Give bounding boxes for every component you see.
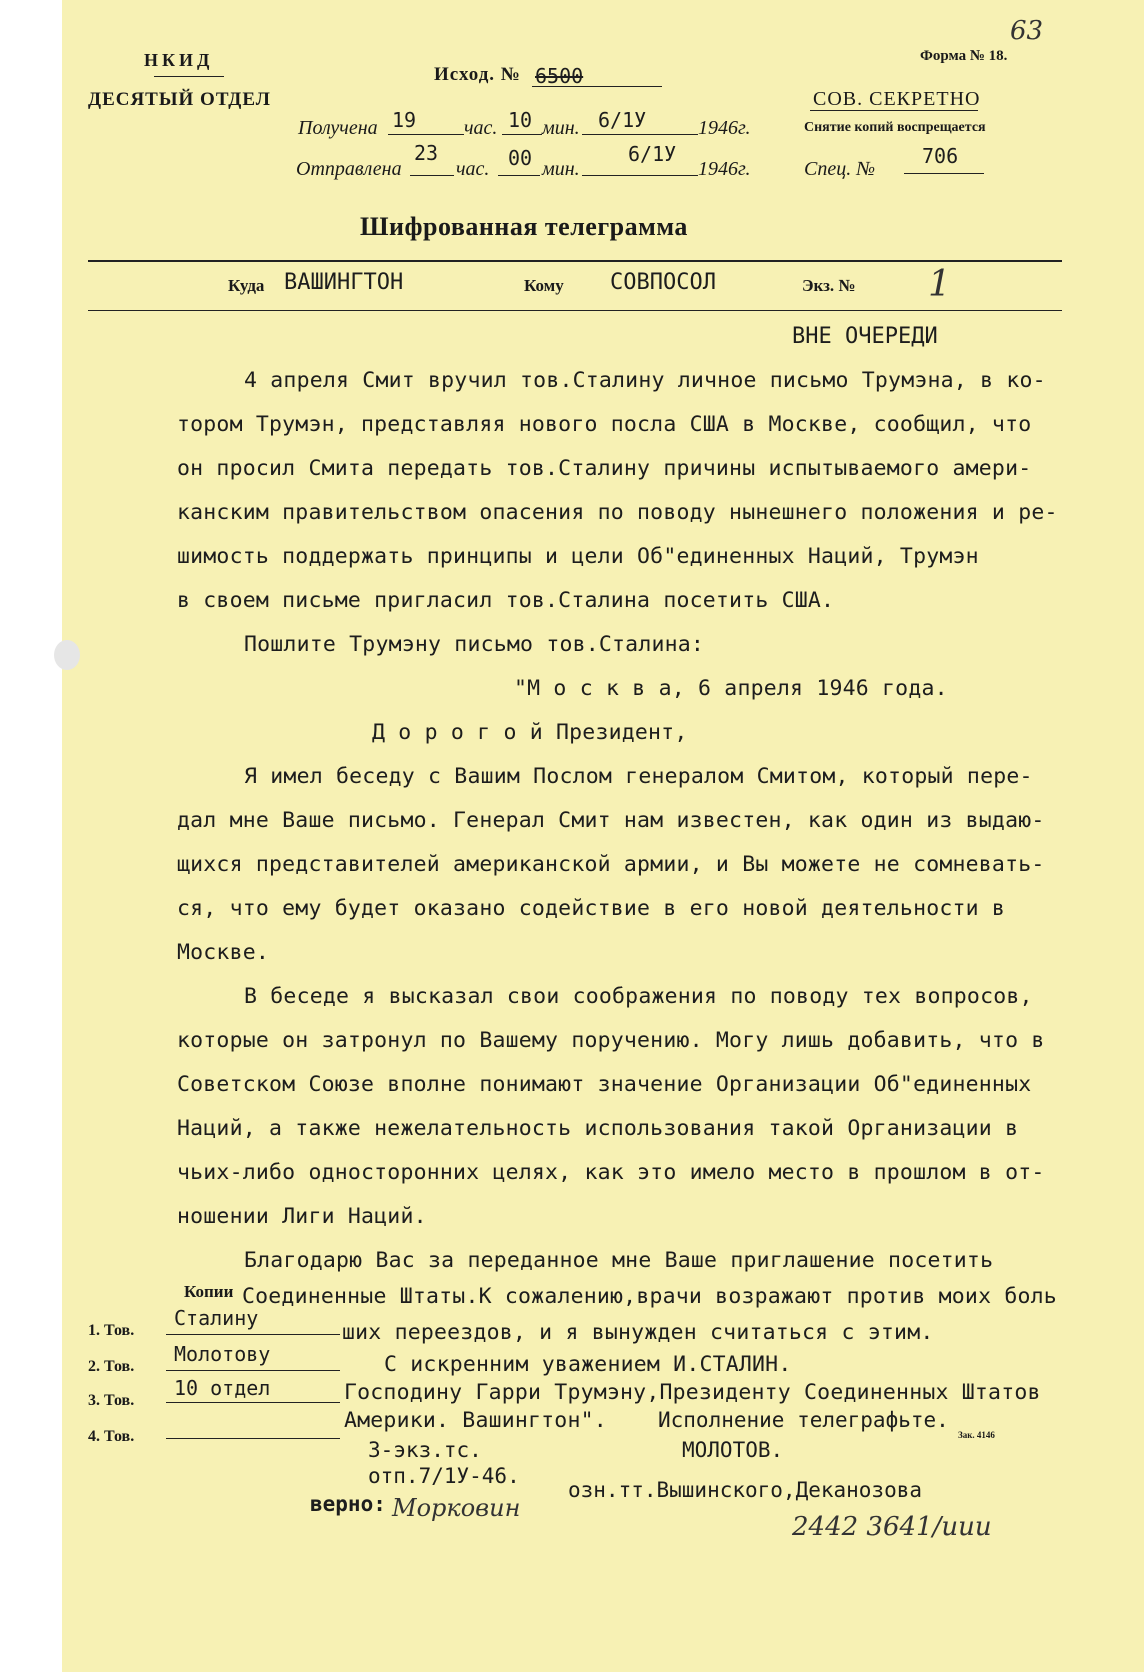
handwritten-registration-number: 2442 3641/иии bbox=[792, 1512, 992, 1542]
letter-line: Благодарю Вас за переданное мне Ваше приглашение посетить bbox=[244, 1248, 994, 1273]
priority-note: ВНЕ ОЧЕРЕДИ bbox=[792, 324, 938, 349]
sent-hour-unit: час. bbox=[456, 158, 490, 180]
outgoing-number-value: 6500 bbox=[535, 64, 584, 88]
letter-line: щихся представителей американской армии, и Вы можете не сомневать- bbox=[177, 852, 1045, 877]
acquainted-note: озн.тт.Вышинского,Деканозова bbox=[568, 1478, 923, 1502]
ministry-abbreviation: НКИД bbox=[144, 50, 214, 70]
copies-row-label: 4. Тов. bbox=[88, 1428, 135, 1445]
telegram-page bbox=[62, 0, 1144, 1672]
letter-line: чьих-либо односторонних целях, как это имело место в прошлом в от- bbox=[177, 1160, 1045, 1185]
letter-line: ся, что ему будет оказано содействие в его новой деятельности в bbox=[177, 896, 1006, 921]
letter-addressee: Господину Гарри Трумэну,Президенту Соединенных Штатов bbox=[344, 1380, 1041, 1405]
copies-row-recipient: Сталину bbox=[174, 1306, 259, 1330]
copies-row-recipient: Молотову bbox=[174, 1342, 271, 1366]
special-number-value: 706 bbox=[922, 144, 959, 168]
body-line: 4 апреля Смит вручил тов.Сталину личное письмо Трумэна, в ко- bbox=[244, 368, 1046, 393]
received-date: 6/1У bbox=[598, 108, 647, 132]
received-label: Получена bbox=[298, 117, 378, 139]
outgoing-number-label: Исход. № bbox=[434, 64, 521, 85]
sent-minute-line bbox=[498, 175, 540, 176]
body-line: канским правительством опасения по поводу нынешнего положения и ре- bbox=[177, 500, 1058, 525]
execution-note: Исполнение телеграфьте. bbox=[658, 1408, 949, 1432]
letter-line: дал мне Ваше письмо. Генерал Смит нам известен, как один из выдаю- bbox=[177, 808, 1045, 833]
copies-row-recipient: 10 отдел bbox=[174, 1376, 271, 1400]
letter-signature: С искренним уважением И.СТАЛИН. bbox=[384, 1352, 792, 1377]
sent-minute-unit: мин. bbox=[542, 158, 580, 180]
letter-line: Наций, а также нежелательность использования такой Организации в bbox=[177, 1116, 1019, 1141]
body-line: тором Трумэн, представляя нового посла США в Москве, сообщил, что bbox=[177, 412, 1032, 437]
body-line: в своем письме пригласил тов.Сталина посетить США. bbox=[177, 588, 835, 613]
verified-label: верно: bbox=[310, 1492, 386, 1516]
body-line: шимость поддержать принципы и цели Об"единенных Наций, Трумэн bbox=[177, 544, 979, 569]
secrecy-underline bbox=[810, 110, 978, 111]
verifier-handwriting: Морковин bbox=[392, 1494, 521, 1522]
recipient-value: СОВПОСОЛ bbox=[610, 270, 716, 295]
received-date-line bbox=[582, 134, 698, 135]
received-hour-unit: час. bbox=[464, 117, 498, 139]
copies-row-label: 1. Тов. bbox=[88, 1322, 135, 1339]
sent-minute: 00 bbox=[508, 146, 533, 170]
sent-date-line bbox=[582, 175, 698, 176]
outgoing-number-line bbox=[532, 86, 662, 87]
copies-row-label: 3. Тов. bbox=[88, 1392, 135, 1409]
letter-line: Соединенные Штаты.К сожалению,врачи возражают против моих боль bbox=[242, 1284, 1057, 1309]
copies-label: Копии bbox=[184, 1282, 234, 1301]
received-year: 1946г. bbox=[698, 117, 751, 139]
body-line: Пошлите Трумэну письмо тов.Сталина: bbox=[244, 632, 705, 657]
letter-line: ших переездов, и я вынужден считаться с этим. bbox=[342, 1320, 934, 1345]
letter-line: Я имел беседу с Вашим Послом генералом Смитом, который пере- bbox=[244, 764, 1033, 789]
body-line: он просил Смита передать тов.Сталину причины испытываемого амери- bbox=[177, 456, 1032, 481]
ministry-underline bbox=[154, 76, 224, 77]
destination-value: ВАШИНГТОН bbox=[284, 270, 404, 295]
dispatch-note: отп.7/1У-46. bbox=[368, 1464, 520, 1488]
sent-hour: 23 bbox=[414, 141, 439, 165]
copy-number-value: 1 bbox=[928, 264, 951, 305]
special-number-line bbox=[904, 173, 984, 174]
letter-salutation: Д о р о г о й Президент, bbox=[372, 720, 688, 745]
received-hour-line bbox=[388, 134, 464, 135]
department-name: ДЕСЯТЫЙ ОТДЕЛ bbox=[88, 89, 271, 110]
sent-hour-line bbox=[410, 175, 454, 176]
letter-line: Советском Союзе вполне понимают значение Организации Об"единенных bbox=[177, 1072, 1032, 1097]
punch-hole bbox=[54, 640, 80, 670]
destination-label: Куда bbox=[228, 276, 265, 295]
letter-place-date: "М о с к в а, 6 апреля 1946 года. bbox=[514, 676, 948, 701]
copies-row-line bbox=[166, 1438, 340, 1439]
received-minute: 10 bbox=[508, 108, 533, 132]
copy-number-label: Экз. № bbox=[802, 276, 856, 295]
letter-line: которые он затронул по Вашему поручению. Могу лишь добавить, что в bbox=[177, 1028, 1045, 1053]
received-minute-line bbox=[502, 134, 542, 135]
copies-typed-note: 3-экз.тс. bbox=[368, 1438, 482, 1462]
sent-label: Отправлена bbox=[296, 158, 402, 180]
letter-line: Москве. bbox=[177, 940, 270, 965]
received-hour: 19 bbox=[392, 108, 417, 132]
form-number: Форма № 18. bbox=[920, 48, 1008, 64]
special-number-label: Спец. № bbox=[804, 158, 876, 180]
letter-line: В беседе я высказал свои соображения по поводу тех вопросов, bbox=[244, 984, 1033, 1009]
document-title: Шифрованная телеграмма bbox=[360, 212, 688, 241]
copies-row-line bbox=[166, 1334, 340, 1335]
recipient-label: Кому bbox=[524, 276, 564, 295]
sent-year: 1946г. bbox=[698, 158, 751, 180]
copies-row-line bbox=[166, 1402, 340, 1403]
letter-addressee-end: Америки. Вашингтон". bbox=[344, 1408, 607, 1433]
sent-date: 6/1У bbox=[628, 142, 677, 166]
copies-row-line bbox=[166, 1370, 340, 1371]
received-minute-unit: мин. bbox=[542, 117, 580, 139]
title-rule-bottom bbox=[88, 310, 1062, 311]
copies-row-label: 2. Тов. bbox=[88, 1358, 135, 1375]
title-rule-top bbox=[88, 260, 1062, 262]
page-number-handwritten: 63 bbox=[1010, 16, 1044, 46]
secrecy-stamp: СОВ. СЕКРЕТНО bbox=[813, 88, 981, 110]
letter-line: ношении Лиги Наций. bbox=[177, 1204, 427, 1229]
copy-prohibited-note: Снятие копий воспрещается bbox=[804, 120, 986, 135]
print-order-number: Зак. 4146 bbox=[958, 1430, 995, 1440]
sender-signature: МОЛОТОВ. bbox=[682, 1438, 784, 1462]
